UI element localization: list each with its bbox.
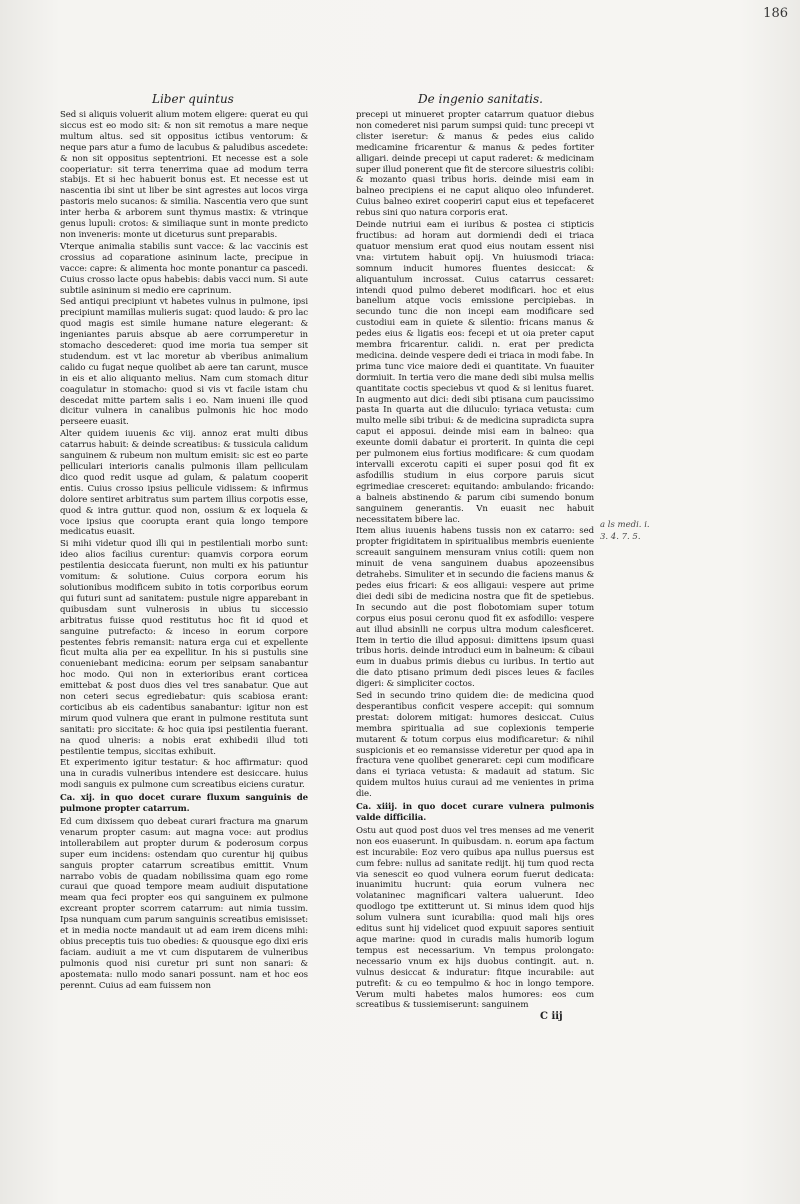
paragraph: Sed in secundo trino quidem die: de medicina quod desperantibus conficit vespere accepit: qui somnum prestat: dolorem mitigat: humores desiccat. Cuius membra spiritualia ad sue coplexionis temperie mutarent & totum corpus eius modificaretur: & nihil suspicionis et eo remansisse videretur per quod apa in fractura vene quolibet generaret: cepi cum modificare dans ei tyriaca vetusta: & madauit ad statum. Sic quidem multos huius curaui ad me venientes in prima die. — [356, 691, 594, 800]
signature-mark: C iij — [540, 1011, 563, 1022]
paragraph: Ostu aut quod post duos vel tres menses ad me venerit non eos euaserunt. In quibusdam. n. eorum apa factum est incurabile: Eoz vero quibus apa nullus puersus est cum febre: nullus ad sanitate redijt. hij tum quod recta via senescit eo quod vulnera eorum fuerut dedicata: inuanimitu hucrunt: quia eorum vulnera nec volataninec magnificari valtera ualuerunt. Ideo quodlogo tpe extitterunt ut. Si minus idem quod hijs solum vulnera sunt icurabilia: quod mali hijs ores editus sunt hij videlicet quod expuuit sapores sentiuit aque marine: quod in curadis malis humorib logum tempus est necessarium. Vn tempus prolongato: necessario vnum ex hijs duobus contingit. aut. n. vulnus desiccat & induratur: fitque incurabile: aut putrefit: & cu eo tempulmo & hoc in longo tempore. Verum multi habetes malos humores: eos cum screatibus & tussiemiserunt: sanguinem — [356, 825, 594, 1011]
paragraph: Item alius iuuenis habens tussis non ex catarro: sed propter frigiditatem in spiritualibus membris eueniente screauit sanguinem mensuram vnius cotili: quem non minuit de vena sanguinem duabus apozeensibus detrahebs. Simuliter et in secundo die faciens manus & pedes eius fricari: & eos alligaui: vespere aut prime diei dedi sibi de medicina nostra que fit de spetiebus. In secundo aut die post flobotomiam super totum corpus eius posui ceronu quod fit ex asfodillo: vespere aut illud absinlli ne corpus ultra modum calesficeret. Item in tertio die illud apposui: dimittens ipsum quasi tribus horis. deinde introduci eum in balneum: & cibaui eum in duabus primis diebus cu iuribus. In tertio aut die dato ptisano primum dedi pisces leues & faciles digeri: & simpliciter coctos. — [356, 526, 594, 690]
left-text-column — [60, 110, 308, 993]
margin-note: 3. 4. 7. 5. — [600, 532, 641, 542]
paragraph: Et experimento igitur testatur: & hoc affirmatur: quod una in curadis vulneribus intendere est desiccare. huius modi sanguis ex pulmone cum screatibus eiciens curatur. — [60, 758, 308, 791]
chapter-heading: Ca. xij. in quo docet curare fluxum sanguinis de pulmone propter catarrum. — [60, 793, 308, 815]
paragraph: Ed cum dixissem quo debeat curari fractura ma gnarum venarum propter casum: aut magna voce: aut prodius intollerabilem aut propter durum & poderosum corpus super eum incidens: ostendam quo curentur hij quibus sanguis propter catarrum screatibus emittit. Vnum narrabo vobis de quadam nobilissima quam ego rome curaui que quoad tempore meam audiuit disputatione meam qua feci propter eos qui sanguinem ex pulmone excreant propter scorrem catarrum: aut nimia tussim. Ipsa nunquam cum parum sanguinis screatibus emisisset: et in media nocte mandauit ut ad eam irem dicens mihi: obius preceptis tuis tuo obedies: & quousque ego dixi eris faciam. audiuit a me vt cum disputarem de vulneribus pulmonis quod nisi curetur pri sunt non sanari: & apostemata: nullo modo sanari possunt. nam et hoc eos perennt. Cuius ad eam fuissem non — [60, 817, 308, 991]
paragraph: Deinde nutriui eam ei iuribus & postea ci stipticis fructibus: ad horam aut dormiendi dedi ei triaca quatuor mensium erat quod eius noutam essent nisi vna: virtutem habuit opij. Vn huiusmodi triaca: somnum inducit humores fluentes desiccat: & aliquantulum incrossat. Cuius catarrus cessaret: intendi quod pulmo deberet modificari. hoc et eius banelium atque vocis emissione percipiebas. in secundo tunc die non incepi eam modificare sed custodiui eam in quiete & silentio: fricans manus & pedes eius & ligatis eos: fecepi et ut oia preter caput membra fricarentur. calidi. n. erat per predicta medicina. deinde vespere dedi ei triaca in modi fabe. In prima tunc vice maiore dedi ei quantitate. Vn fuauiter dormiuit. In tertia vero die mane dedi sibi mulsa mellis quantitate coctis speciebus vt quod & si lenitus fuaret. In augmento aut dici: dedi sibi ptisana cum paucissimo pasta In quarta aut die diluculo: tyriaca vetusta: cum multo melle sibi tribui: & de medicina supradicta supra caput ei apposui. deinde misi eam in balneo: qua exeunte domii dabatur ei prorterit. In quinta die cepi per pulmonem eius fortius modificare: & cum quodam intervalli excerotu capiti ei super posui qod fit ex asfodillis studium in eius corpore paruis sicut egrimediae cresceret: equitando: ambulando: fricando: a balneis abstinendo & parum cibi sumendo bonum sanguinem generantis. Vn euasit nec habuit necessitatem bibere lac. — [356, 220, 594, 525]
paragraph: Sed si aliquis voluerit alium motem eligere: querat eu qui siccus est eo modo sit: & non sit remotus a mare neque multum altus. sed sit oppositus ictibus ventorum: & neque pars atur a fumo de lacubus & paludibus ascedete: & non sit oppositus septentrioni. Et necesse est a sole cooperiatur: sit terra tenerrima quae ad modum terra stabijs. Et si hec habuerit bonus est. Et necesse est ut nascentia ibi sint ut liber be sint agrestes aut locos virga pastoris melo sucanos: & similia. Nascentia vero que sunt inter herba & arborem sunt thymus mastix: & vtrinque genus lupuli: crotos: & similiaque sunt in monte predicto non inveneris: monte ut diceturus sunt preparabis. — [60, 110, 308, 240]
chapter-heading: Ca. xiiij. in quo docet curare vulnera pulmonis valde difficilia. — [356, 802, 594, 823]
running-head-left: Liber quintus — [152, 92, 234, 106]
margin-note: a ls medi. i. — [600, 520, 650, 530]
right-text-column — [356, 110, 594, 1012]
running-head-right: De ingenio sanitatis. — [418, 92, 543, 106]
paragraph: Vterque animalia stabilis sunt vacce: & lac vaccinis est crossius ad coparatione asininum lacte, precipue in vacce: capre: & alimenta hoc monte ponantur ca pascedi. Cuius crosso lacte opus habebis: dabis vacci num. Si aute subtile asininum si medio ere caprinum. — [60, 241, 308, 296]
folio-number: 186 — [763, 6, 788, 21]
paragraph: Si mihi videtur quod illi qui in pestilentiali morbo sunt: ideo alios facilius curentur: quamvis corpora eorum pestilentia desiccata fuerunt, non multi ex his patiuntur vomitum: & solutione. Cuius corpora eorum his solutionibus modificem subito in totis corporibus eorum qui futuri sunt ad sanitatem: pustule nigre apparebant in quibusdam sunt vulnerosis in ubius tu siccessio arbitratus fuisse quod restitutus hoc fit id quod et sanguine putrefacto: & inceso in eorum corpore pestentes febris remansit: natura erga cui et expellente ficut multa alia per ea expellitur. In his si pustulis sine conueniebant medicina: eorum per seipsam sanabantur hoc modo. Qui non in exterioribus erant corticea emittebat & post duos dies vel tres sanabatur. Que aut non ceteri secus egrediebatur: quis scabiosa erant: corticibus ab eis cadentibus sanabantur: igitur non est mirum quod vulnera que erant in pulmone restituta sunt sanitati: pro siccitate: & hoc quia ipsi pestilentia fuerant. na quod ulneris: a nobis erat exhibedii illud toti pestilentie tempus, siccitas exhibuit. — [60, 539, 308, 757]
paragraph: Alter quidem iuuenis &c viij. annoz erat multi dibus catarrus habuit: & deinde screatibus: & tussicula calidum sanguinem & rubeum non multum emisit: sic est eo parte pelliculari interioris canalis pulmonis illam pelliculam dico quod redit usque ad gulam, & palatum cooperit entis. Cuius crosso ipsius pellicule vidissem: & infirmus dolore sentiret arbitratus sum partem illius corpotis esse, quod & intra guttur. quod non, ossium & ex loquela & voce ipsius que coorupta erant quia longo tempore medicatus euasit. — [60, 429, 308, 538]
paragraph: Sed antiqui precipiunt vt habetes vulnus in pulmone, ipsi precipiunt mamillas mulieris sugat: quod laudo: & pro lac quod magis est simile humane nature elegerant: & ingeniantes paruis absque ab aere corrumperetur in stomacho descederet: quod ime moria tua semper sit studendum. est vt lac moretur ab vberibus animalium calido cu fugat neque quolibet ab aere tan carunt, musce in eis et alio aliquanto melius. Nam cum stomach ditur coagulatur in stomacho: quod si vis vt facile istam chu descedat mitte partem salis i eo. Nam inueni ille quod dicitur vulnera in canalibus pulmonis hic hoc modo perseere euasit. — [60, 297, 308, 428]
paragraph: precepi ut minueret propter catarrum quatuor diebus non comederet nisi parum sumpsi quid: tunc precepi vt clister iseretur: & manus & pedes eius calido medicamine fricarentur & manus & pedes fortiter alligari. deinde precepi ut caput raderet: & medicinam super illud ponerent que fit de stercore siluestris colibi: & mozanto quasi tribus horis. deinde misi eam in balneo precipiens ei ne caput aliquo oleo infunderet. Cuius balneo exiret cooperiri caput eius et tepefaceret rebus sini quo natura corporis erat. — [356, 110, 594, 219]
